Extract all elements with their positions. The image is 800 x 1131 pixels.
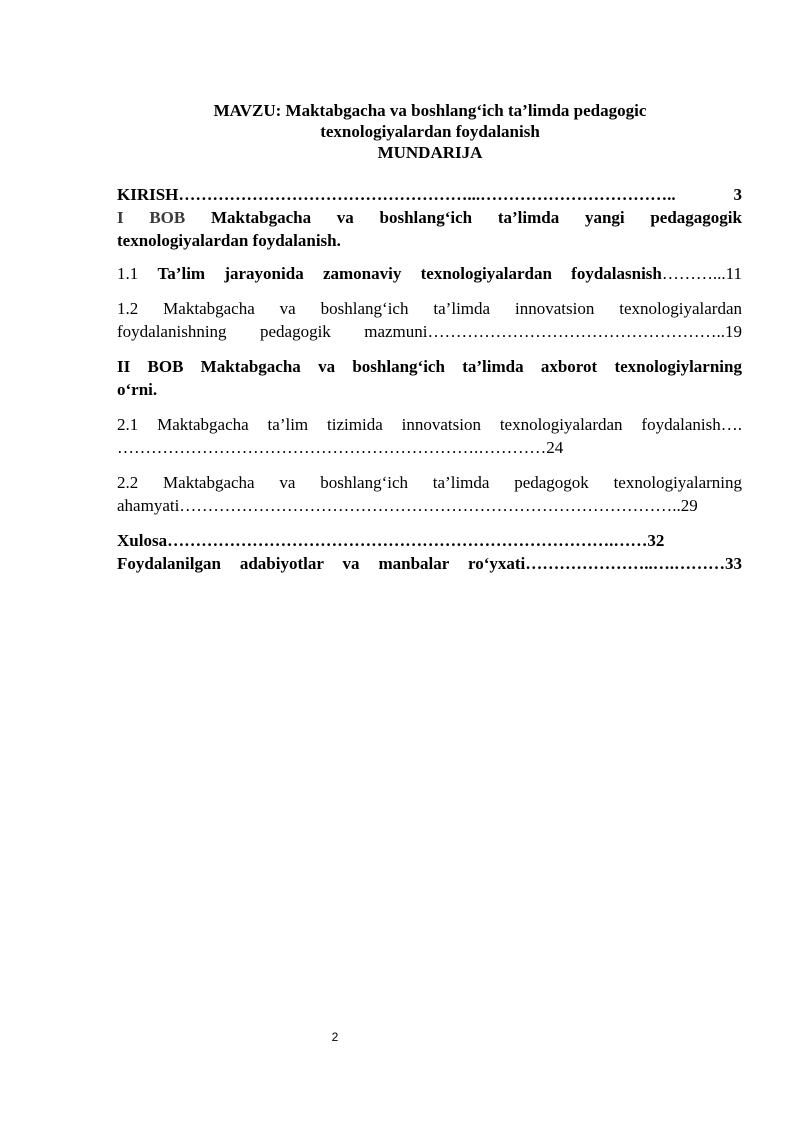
chapter-2-line1: II BOB Maktabgacha va boshlang‘ich ta’limda axborot texnologiylarning: [117, 357, 742, 376]
toc-entry-kirish: KIRISH……………………………………………...…………………………….. 3: [117, 185, 742, 204]
section-2-2-line1: 2.2 Maktabgacha va boshlang‘ich ta’limda pedagogok texnologiyalarning: [117, 473, 742, 492]
section-1-1-title: Ta’lim jarayonida zamonaviy texnologiyalardan foydalasnish: [157, 264, 662, 283]
toc-entry-chapter-2: [117, 355, 742, 401]
toc-entry-section-1-2: [117, 297, 742, 343]
chapter-1-label: I BOB: [117, 208, 186, 227]
topic-title-line2: texnologiyalardan foydalanish: [320, 122, 540, 141]
toc-entry-adabiyotlar: Foydalanilgan adabiyotlar va manbalar ro‘yxati…………………..….………33: [117, 554, 742, 573]
toc-entry-chapter-1: [117, 206, 742, 252]
chapter-1-title-line1: Maktabgacha va boshlang‘ich ta’limda yangi pedagagogik: [185, 208, 742, 227]
chapter-2-line2: o‘rni.: [117, 380, 158, 399]
topic-title-line1: MAVZU: Maktabgacha va boshlang‘ich ta’limda pedagogic: [213, 101, 647, 120]
toc-entry-section-1-1: [117, 262, 742, 285]
toc-entry-xulosa: Xulosa…………………………………………………………………….……32: [117, 531, 665, 550]
page-number: 2: [331, 1030, 339, 1044]
toc-entry-section-2-1: [117, 413, 742, 459]
section-1-2-line1: 1.2 Maktabgacha va boshlang‘ich ta’limda innovatsion texnologiyalardan: [117, 299, 742, 318]
table-of-contents: [117, 183, 742, 575]
section-2-2-line2: ahamyati……………………………………………………………………………..29: [117, 496, 698, 515]
section-2-1-line2: ……………………………………………………….…………24: [117, 438, 564, 457]
contents-heading: MUNDARIJA: [377, 143, 483, 162]
title-block: [0, 100, 800, 163]
section-1-1-page: ………...11: [661, 264, 742, 283]
section-2-1-line1: 2.1 Maktabgacha ta’lim tizimida innovatsion texnologiyalardan foydalanish….: [117, 415, 742, 434]
toc-entry-section-2-2: [117, 471, 742, 517]
section-1-2-line2: foydalanishning pedagogik mazmuni……………………………………………..19: [117, 322, 742, 341]
section-1-1-number: 1.1: [117, 264, 158, 283]
chapter-1-title-line2: texnologiyalardan foydalanish.: [117, 231, 341, 250]
